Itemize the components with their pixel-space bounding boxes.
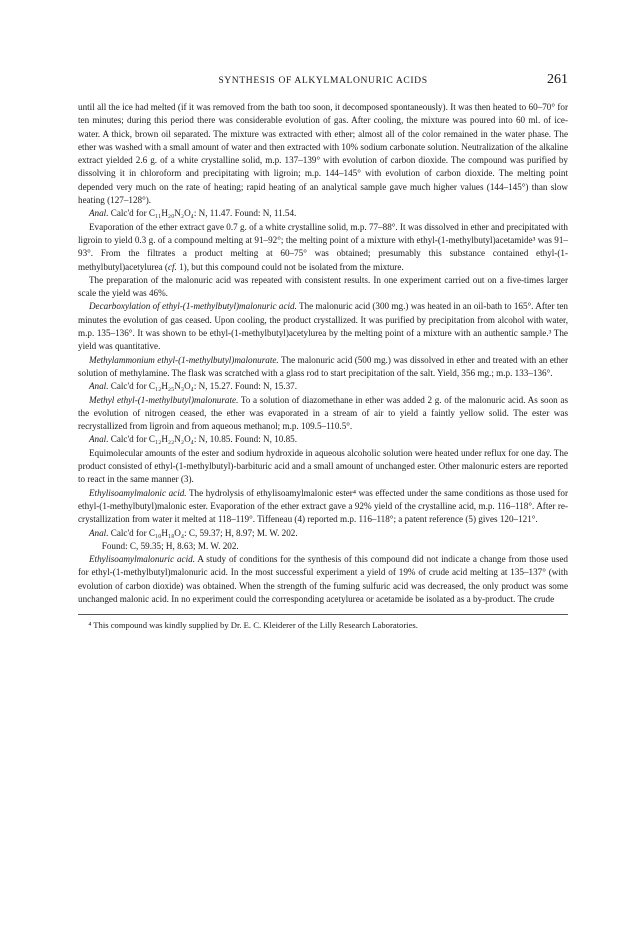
footnote-text: ⁴ This compound was kindly supplied by Dr. E. C. Kleiderer of the Lilly Research Laboratories.: [88, 620, 418, 631]
paragraph: until all the ice had melted (if it was removed from the bath too soon, it decomposed spontaneously). It was then heated to 60–70° for ten minutes; during this period there was considerable evolution of gas. After cooling, the mixture was poured into 60 ml. of ice-water. A thick, brown oil separated. The mixture was extracted with ether; almost all of the color remained in the water phase. The ether was washed with a small amount of water and then extracted with 10% sodium carbonate solution. Neutralization of the alkaline extract yielded 2.6 g. of a white crystalline solid, m.p. 137–139° with evolution of carbon dioxide. The compound was purified by dissolving it in chloroform and precipitating with ligroin; m.p. 144–145° with evolution of carbon dioxide. The melting point depended very much on the rate of heating; rapid heating of an analytical sample gave much higher values (144–145°) than slow heating (127–128°).: [78, 102, 568, 206]
paragraph: Methylammonium ethyl-(1-methylbutyl)malonurate. The malonuric acid (500 mg.) was dissolved in ether and treated with an ether solution of methylamine. The flask was scratched with a glass rod to start precipitation of the salt. Yield, 356 mg.; m.p. 133–136°.: [78, 354, 568, 378]
page: [78, 72, 568, 632]
paragraph: Anal. Calc'd for C₁₀H₁₈O₄: C, 59.37; H, 8.97; M. W. 202.: [88, 527, 298, 538]
paragraph: The preparation of the malonuric acid was repeated with consistent results. In one experiment carried out on a five-times larger scale the yield was 46%.: [78, 274, 568, 299]
footnote-separator: [78, 614, 568, 615]
paragraph: Anal. Calc'd for C₁₂H₂₅N₃O₄: N, 15.27. Found: N, 15.37.: [88, 381, 298, 392]
paragraph: Methyl ethyl-(1-methylbutyl)malonurate. To a solution of diazomethane in ether was added 2 g. of the malonuric acid. As soon as the evolution of nitrogen ceased, the ether was evaporated in a stream of air to yield a faintly yellow solid. The ester was recrystallized from ligroin and from aqueous methanol; m.p. 109.5–110.5°.: [78, 394, 568, 432]
paragraph: Found: C, 59.35; H, 8.63; M. W. 202.: [101, 540, 239, 551]
paragraph: Evaporation of the ether extract gave 0.7 g. of a white crystalline solid, m.p. 77–88°. It was dissolved in ether and precipitated with ligroin to yield 0.3 g. of a compound melting at 91–92°; the melting point of a mixture with ethyl-(1-methylbutyl)acetamide³ was 91–93°. From the filtrates a product melting at 60–75° was obtained; presumably this substance contained ethyl-(1-methylbutyl)acetylurea (cf. 1), but this compound could not be isolated from the mixture.: [78, 221, 568, 272]
page-number: 261: [547, 72, 568, 87]
paragraph: Decarboxylation of ethyl-(1-methylbutyl)malonuric acid. The malonuric acid (300 mg.) was heated in an oil-bath to 165°. After ten minutes the evolution of gas ceased. Upon cooling, the product crystallized. It was purified by precipitation from alcohol with water, m.p. 135–136°. It was shown to be ethyl-(1-methylbutyl)acetylurea by the melting point of a mixture with an authentic sample.³ The yield was quantitative.: [78, 301, 568, 352]
paragraph: Anal. Calc'd for C₁₁H₂₀N₂O₄: N, 11.47. Found: N, 11.54.: [88, 208, 297, 219]
paragraph: Anal. Calc'd for C₁₂H₂₂N₂O₄: N, 10.85. Found: N, 10.85.: [88, 434, 298, 445]
running-header: [78, 72, 568, 92]
paragraph: Equimolecular amounts of the ester and sodium hydroxide in aqueous alcoholic solution were heated under reflux for one day. The product consisted of ethyl-(1-methylbutyl)-barbituric acid and a small amount of unchanged ester. Other malonuric esters are reported to react in the same manner (3).: [78, 447, 568, 485]
running-title: SYNTHESIS OF ALKYLMALONURIC ACIDS: [218, 75, 428, 86]
footnote: [78, 619, 568, 631]
paragraph: Ethylisoamylmalonuric acid. A study of conditions for the synthesis of this compound did not indicate a change from those used for ethyl-(1-methylbutyl)malonuric acid. In the most successful experiment a yield of 19% of crude acid melting at 135–137° (with evolution of carbon dioxide) was obtained. When the strength of the fuming sulfuric acid was decreased, the only product was some unchanged malonic acid. In no experiment could the corresponding acetylurea or acetamide be isolated as a by-product. The crude: [78, 554, 568, 604]
article-body: [78, 101, 568, 606]
paragraph: Ethylisoamylmalonic acid. The hydrolysis of ethylisoamylmalonic ester⁴ was effected under the same conditions as those used for ethyl-(1-methylbutyl)malonic ester. Evaporation of the ether extract gave a 92% yield of the crystalline acid, m.p. 116–118°. After re-crystallization from water it melted at 118–119°. Tiffeneau (4) reported m.p. 116–118°; a patent reference (5) gives 120–121°.: [78, 487, 568, 525]
